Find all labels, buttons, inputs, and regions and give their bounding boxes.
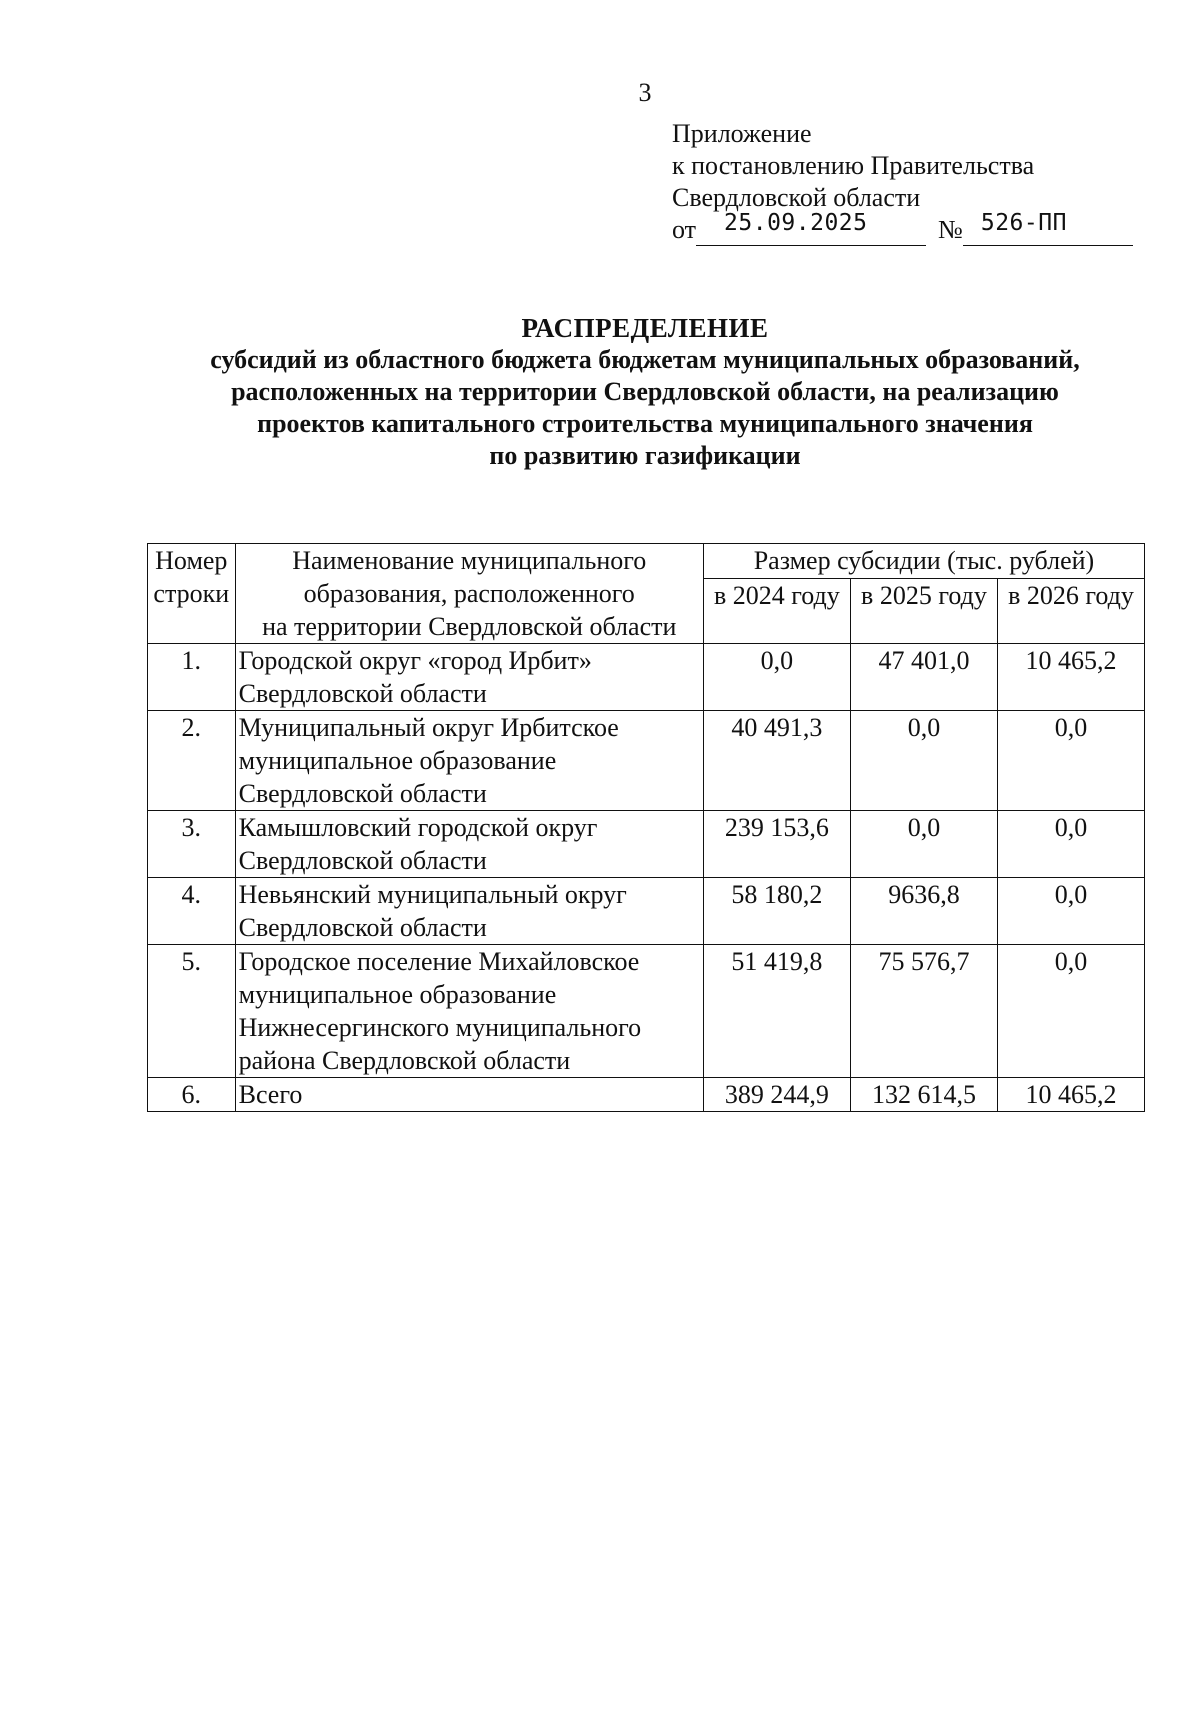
subsidy-2025: 132 614,5 [850, 1078, 997, 1112]
header-year-2025: в 2025 году [850, 579, 997, 644]
subsidy-2024: 389 244,9 [703, 1078, 850, 1112]
municipality-name-line: Нижнесергинского муниципального [238, 1013, 642, 1042]
table-row [148, 811, 1145, 878]
municipality-name-line: Свердловской области [238, 679, 487, 708]
municipality-name-line: Всего [238, 1080, 303, 1109]
row-number: 1. [148, 644, 236, 711]
header-number [148, 544, 236, 644]
row-number: 6. [148, 1078, 236, 1112]
decree-date-field [696, 210, 926, 246]
header-amount-group: Размер субсидии (тыс. рублей) [703, 544, 1144, 579]
subsidy-2024: 51 419,8 [703, 945, 850, 1078]
table-row [148, 945, 1145, 1078]
header-year-2024: в 2024 году [703, 579, 850, 644]
title-line: расположенных на территории Свердловской области, на реализацию [231, 377, 1059, 406]
table-row [148, 711, 1145, 811]
header-name-line: Наименование муниципального [292, 546, 647, 575]
municipality-name [235, 1078, 703, 1112]
subsidy-2025: 0,0 [850, 711, 997, 811]
municipality-name-line: Свердловской области [238, 779, 487, 808]
row-number: 5. [148, 945, 236, 1078]
header-name [235, 544, 703, 644]
title-main: РАСПРЕДЕЛЕНИЕ [521, 313, 769, 343]
municipality-name [235, 644, 703, 711]
table-row [148, 1078, 1145, 1112]
header-year-2026: в 2026 году [997, 579, 1144, 644]
header-number-line: строки [153, 579, 230, 608]
municipality-name [235, 878, 703, 945]
appendix-line: Приложение [672, 119, 812, 148]
municipality-name-line: Городской округ «город Ирбит» [238, 646, 592, 675]
subsidy-2026: 0,0 [997, 711, 1144, 811]
municipality-name [235, 945, 703, 1078]
title-line: субсидий из областного бюджета бюджетам муниципальных образований, [210, 345, 1080, 374]
header-name-line: образования, расположенного [303, 579, 635, 608]
municipality-name [235, 811, 703, 878]
title-line: проектов капитального строительства муниципального значения [257, 409, 1033, 438]
subsidy-2026: 10 465,2 [997, 644, 1144, 711]
date-prefix: от [672, 215, 697, 244]
subsidy-2024: 58 180,2 [703, 878, 850, 945]
decree-reference [672, 210, 1133, 246]
subsidy-2026: 0,0 [997, 945, 1144, 1078]
table-row [148, 644, 1145, 711]
subsidy-2024: 0,0 [703, 644, 850, 711]
header-number-line: Номер [155, 546, 228, 575]
subsidy-2024: 40 491,3 [703, 711, 850, 811]
appendix-line: Свердловской области [672, 183, 921, 212]
subsidy-2025: 47 401,0 [850, 644, 997, 711]
title-line: по развитию газификации [489, 441, 801, 470]
appendix-line: к постановлению Правительства [672, 151, 1035, 180]
table-row [148, 878, 1145, 945]
municipality-name-line: муниципальное образование [238, 746, 557, 775]
subsidy-2025: 0,0 [850, 811, 997, 878]
row-number: 3. [148, 811, 236, 878]
municipality-name-line: муниципальное образование [238, 980, 557, 1009]
number-prefix: № [938, 215, 963, 244]
appendix-block [672, 118, 1133, 246]
subsidy-2026: 10 465,2 [997, 1078, 1144, 1112]
page-number: 3 [638, 78, 652, 107]
municipality-name-line: Невьянский муниципальный округ [238, 880, 627, 909]
decree-number: 526-ПП [980, 210, 1067, 236]
municipality-name-line: Свердловской области [238, 913, 487, 942]
municipality-name-line: Камышловский городской округ [238, 813, 598, 842]
subsidy-2025: 9636,8 [850, 878, 997, 945]
subsidy-2026: 0,0 [997, 811, 1144, 878]
subsidy-2025: 75 576,7 [850, 945, 997, 1078]
row-number: 4. [148, 878, 236, 945]
municipality-name-line: Городское поселение Михайловское [238, 947, 640, 976]
subsidies-table [147, 543, 1145, 1112]
municipality-name [235, 711, 703, 811]
header-name-line: на территории Свердловской области [262, 612, 677, 641]
municipality-name-line: Свердловской области [238, 846, 487, 875]
table-header-row [148, 544, 1145, 579]
decree-date: 25.09.2025 [724, 210, 868, 236]
subsidy-2024: 239 153,6 [703, 811, 850, 878]
subsidy-2026: 0,0 [997, 878, 1144, 945]
document-title [0, 312, 1200, 472]
municipality-name-line: района Свердловской области [238, 1046, 571, 1075]
municipality-name-line: Муниципальный округ Ирбитское [238, 713, 619, 742]
row-number: 2. [148, 711, 236, 811]
decree-number-field [963, 210, 1133, 246]
